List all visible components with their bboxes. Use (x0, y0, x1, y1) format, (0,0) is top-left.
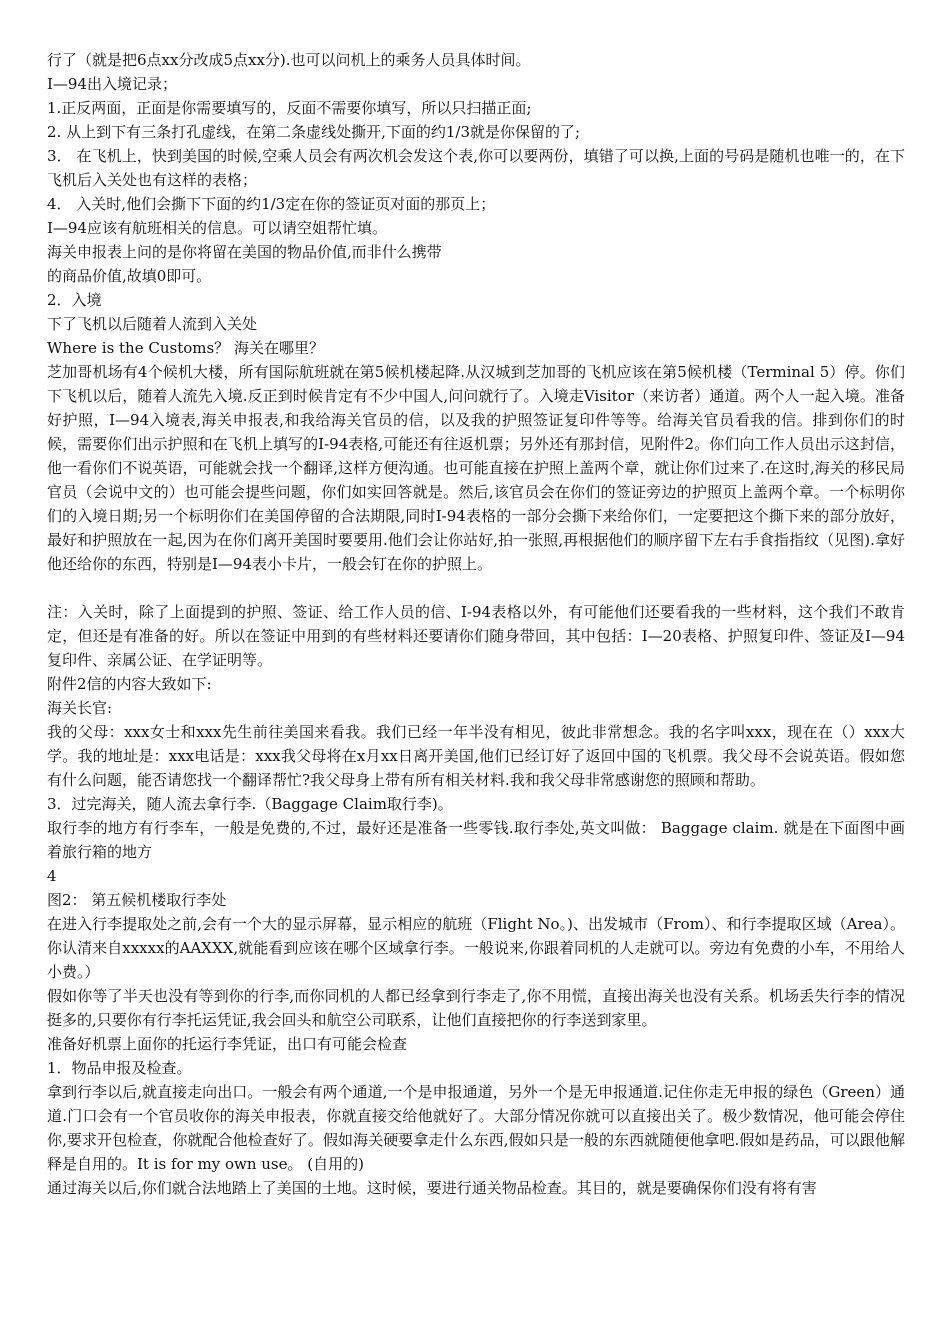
paragraph-12: Where is the Customs？ 海关在哪里？ (47, 339, 324, 357)
page-marker: 4 (47, 867, 57, 885)
paragraph-17: 海关长官: (47, 699, 113, 717)
paragraph-28: 通过海关以后,你们就合法地踏上了美国的土地。这时候，要进行通关物品检查。其目的，就是要确保你们没有将有害 (47, 1179, 817, 1197)
paragraph-3: 1.正反两面，正面是你需要填写的，反面不需要你填写，所以只扫描正面; (47, 99, 532, 117)
section-heading-entry: 2．入境 (47, 291, 102, 309)
paragraph-1: 行了（就是把6点xx分改成5点xx分).也可以问机上的乘务人员具体时间。 (47, 51, 531, 69)
paragraph-20: 取行李的地方有行李车，一般是免费的,不过，最好还是准备一些零钱.取行李处,英文叫做： Baggage claim. 就是在下面图中画着旅行箱的地方 (47, 819, 905, 861)
paragraph-8: 海关申报表上问的是你将留在美国的物品价值,而非什么携带 (47, 243, 442, 261)
paragraph-13: 芝加哥机场有4个候机大楼，所有国际航班就在第5候机楼起降.从汉城到芝加哥的飞机应该在第5候机楼（Terminal 5）停。你们下飞机以后，随着人流先入境.反正到时候肯定有不少中国人,问问就行了。入境走Visitor（来访者）通道。两个人一起入境。准备好护照，I—94入境表,海关申报表,和我给海关官员的信，以及我的护照签证复印件等等。给海关官员看我的信。排到你们的时候，需要你们出示护照和在飞机上填写的I-94表格,可能还有往返机票；另外还有那封信，见附件2。你们向工作人员出示这封信，他一看你们不说英语，可能就会找一个翻译,这样方便沟通。也可能直接在护照上盖两个章，就让你们过来了.在这时,海关的移民局官员（会说中文的）也可能会提些问题，你们如实回答就是。然后,该官员会在你们的签证旁边的护照页上盖两个章。一个标明你们的入境日期;另一个标明你们在美国停留的合法期限,同时I-94表格的一部分会撕下来给你们，一定要把这个撕下来的部分放好，最好和护照放在一起,因为在你们离开美国时要要用.他们会让你站好,拍一张照,再根据他们的顺序留下左右手食指指纹（见图).拿好他还给你的东西，特别是I—94表小卡片，一般会钉在你的护照上。 (47, 363, 905, 573)
paragraph-9: 的商品价值,故填0即可。 (47, 267, 212, 285)
paragraph-24: 假如你等了半天也没有等到你的行李,而你同机的人都已经拿到行李走了,你不用慌，直接出海关也没有关系。机场丢失行李的情况挺多的,只要你有行李托运凭证,我会回头和航空公司联系，让他们直接把你的行李送到家里。 (47, 987, 905, 1029)
paragraph-6: 4． 入关时,他们会撕下下面的约1/3定在你的签证页对面的那页上； (47, 195, 496, 213)
paragraph-18: 我的父母：xxx女士和xxx先生前往美国来看我。我们已经一年半没有相见，彼此非常想念。我的名字叫xxx，现在在（）xxx大学。我的地址是：xxx电话是：xxx我父母将在x月xx日离开美国,他们已经订好了返回中国的飞机票。我父母不会说英语。假如您有什么问题，能否请您找一个翻译帮忙?我父母身上带有所有相关材料.我和我父母非常感谢您的照顾和帮助。 (47, 723, 905, 789)
paragraph-27: 拿到行李以后,就直接走向出口。一般会有两个通道,一个是申报通道，另外一个是无申报通道.记住你走无申报的绿色（Green）通道.门口会有一个官员收你的海关申报表，你就直接交给他就好了。大部分情况你就可以直接出关了。极少数情况，他可能会停住你,要求开包检查，你就配合他检查好了。假如海关硬要拿走什么东西,假如只是一般的东西就随便他拿吧.假如是药品，可以跟他解释是自用的。It is for my own use。 (自用的) (47, 1083, 905, 1173)
section-heading-declaration: 1．物品申报及检查。 (47, 1059, 192, 1077)
paragraph-16: 附件2信的内容大致如下: (47, 675, 212, 693)
paragraph-4: 2. 从上到下有三条打孔虚线，在第二条虚线处撕开,下面的约1/3就是你保留的了; (47, 123, 581, 141)
paragraph-23: 在进入行李提取处之前,会有一个大的显示屏幕，显示相应的航班（Flight No。)、出发城市（From）、和行李提取区域（Area）。你认清来自xxxxx的AAXXX,就能看到应该在哪个区域拿行李。一般说来,你跟着同机的人走就可以。旁边有免费的小车，不用给人小费。） (47, 915, 905, 981)
paragraph-5: 3． 在飞机上，快到美国的时候,空乘人员会有两次机会发这个表,你可以要两份，填错了可以换,上面的号码是随机也唯一的，在下飞机后入关处也有这样的表格； (47, 147, 905, 189)
paragraph-2: I—94出入境记录； (47, 75, 178, 93)
section-heading-baggage: 3．过完海关，随人流去拿行李.（Baggage Claim取行李)。 (47, 795, 453, 813)
blank-line (47, 576, 905, 600)
paragraph-25: 准备好机票上面你的托运行李凭证，出口有可能会检查 (47, 1035, 408, 1053)
paragraph-7: I—94应该有航班相关的信息。可以请空姐帮忙填。 (47, 219, 388, 237)
figure-caption: 图2： 第五候机楼取行李处 (47, 891, 227, 909)
paragraph-11: 下了飞机以后随着人流到入关处 (47, 315, 258, 333)
paragraph-note: 注：入关时，除了上面提到的护照、签证、给工作人员的信、I-94表格以外，有可能他们还要看我的一些材料，这个我们不敢肯定，但还是有准备的好。所以在签证中用到的有些材料还要请你们随身带回，其中包括：I—20表格、护照复印件、签证及I—94复印件、亲属公证、在学证明等。 (47, 603, 905, 669)
